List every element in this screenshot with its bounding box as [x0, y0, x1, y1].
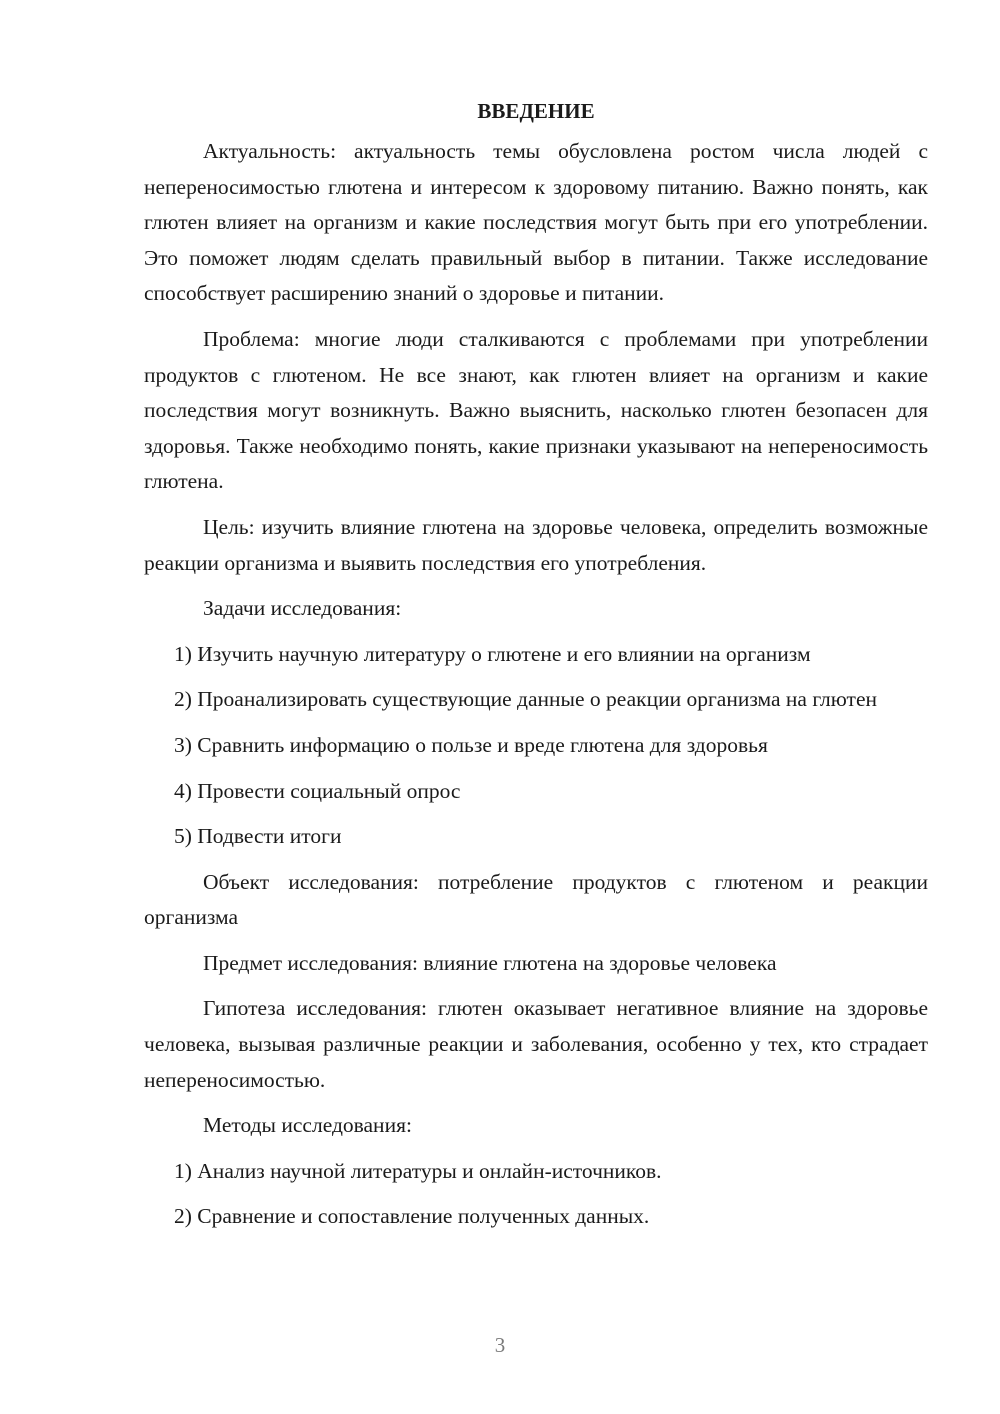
method-item-2: 2) Сравнение и сопоставление полученных данных.	[174, 1204, 650, 1229]
tasks-list	[144, 637, 928, 855]
section-title: ВВЕДЕНИЕ	[477, 99, 595, 123]
task-item-1: 1) Изучить научную литературу о глютене и его влиянии на организм	[174, 641, 811, 666]
tasks-heading: Задачи исследования:	[203, 596, 402, 621]
document-page	[144, 96, 928, 1235]
hypothesis-paragraph: Гипотеза исследования: глютен оказывает негативное влияние на здоровье человека, вызывая различные реакции и заболевания, особенно у тех, кто страдает непереносимостью.	[144, 996, 928, 1092]
task-item-2: 2) Проанализировать существующие данные о реакции организма на глютен	[174, 687, 878, 712]
methods-heading: Методы исследования:	[203, 1113, 412, 1138]
method-item-1: 1) Анализ научной литературы и онлайн-источников.	[174, 1158, 662, 1183]
goal-paragraph: Цель: изучить влияние глютена на здоровье человека, определить возможные реакции организма и выявить последствия его употребления.	[144, 514, 928, 575]
task-item-5: 5) Подвести итоги	[174, 824, 342, 849]
problem-paragraph: Проблема: многие люди сталкиваются с проблемами при употреблении продуктов с глютеном. Не все знают, как глютен влияет на организм и какие последствия могут возникнуть. Важно выяснить, насколько глютен безопасен для здоровья. Также необходимо понять, какие признаки указывают на непереносимость глютена.	[144, 326, 928, 494]
page-number: 3	[494, 1333, 506, 1357]
object-paragraph: Объект исследования: потребление продуктов с глютеном и реакции организма	[144, 869, 928, 930]
task-item-4: 4) Провести социальный опрос	[174, 778, 461, 803]
methods-list	[144, 1154, 928, 1235]
task-item-3: 3) Сравнить информацию о пользе и вреде глютена для здоровья	[174, 732, 768, 757]
relevance-paragraph: Актуальность: актуальность темы обусловлена ростом числа людей с непереносимостью глютена и интересом к здоровому питанию. Важно понять, как глютен влияет на организм и какие последствия могут быть при его употреблении. Это поможет людям сделать правильный выбор в питании. Также исследование способствует расширению знаний о здоровье и питании.	[144, 139, 928, 306]
subject-paragraph: Предмет исследования: влияние глютена на здоровье человека	[203, 950, 777, 975]
